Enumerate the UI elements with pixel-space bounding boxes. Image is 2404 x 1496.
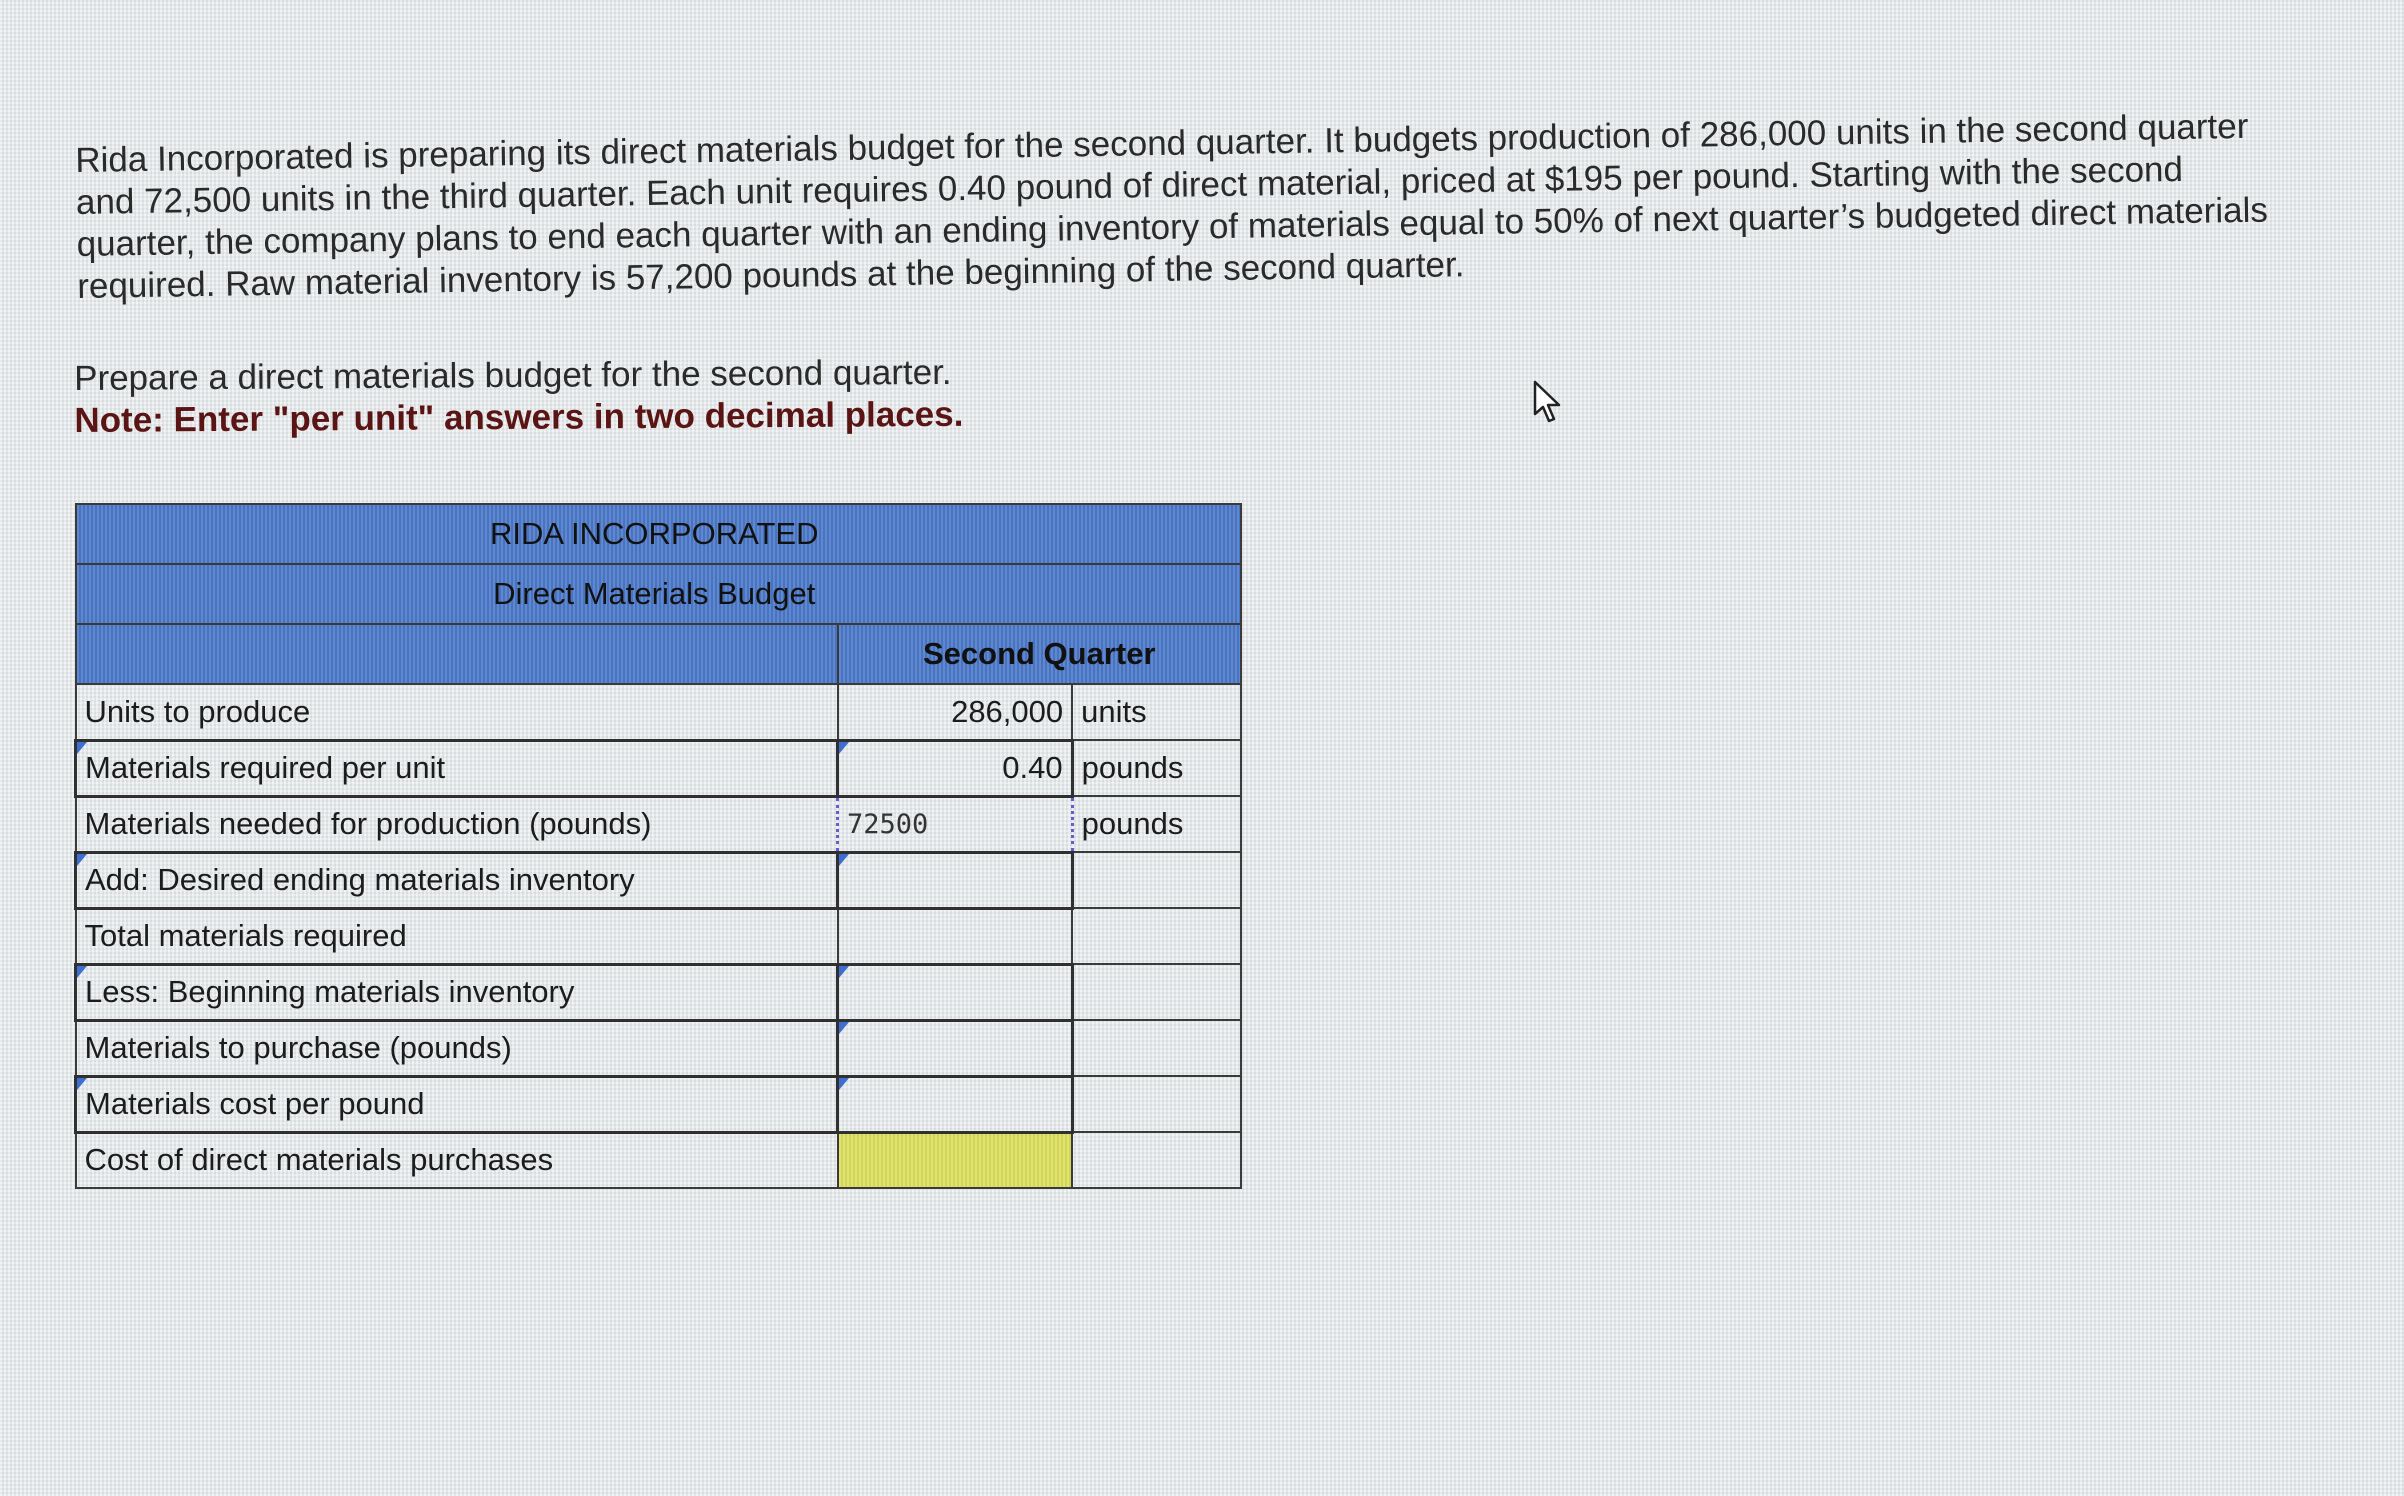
table-row <box>76 908 1242 964</box>
table-row <box>76 964 1242 1020</box>
input-desired-ending-inventory[interactable] <box>838 852 1073 908</box>
instruction-note: Note: Enter "per unit" answers in two decimal places. <box>74 394 964 440</box>
row-label-text: Materials cost per pound <box>85 1086 425 1121</box>
input-materials-to-purchase[interactable] <box>838 1020 1073 1076</box>
table-row <box>76 1076 1242 1132</box>
row-label-text: Less: Beginning materials inventory <box>85 974 575 1009</box>
budget-title: Direct Materials Budget <box>76 564 1242 624</box>
dropdown-marker-icon <box>77 854 87 866</box>
unit-cost-of-purchases <box>1072 1132 1241 1188</box>
row-label-beginning-inventory <box>76 964 838 1020</box>
table-row <box>76 684 1242 740</box>
input-value-text: 0.40 <box>1002 750 1063 785</box>
dropdown-marker-icon <box>839 1022 849 1034</box>
table-row <box>76 796 1242 852</box>
instruction-block <box>74 348 1475 442</box>
row-label-desired-ending-inventory <box>76 852 838 908</box>
table-row <box>76 740 1242 796</box>
header-row-columns <box>76 624 1242 684</box>
dropdown-marker-icon <box>839 1078 849 1090</box>
problem-statement: Rida Incorporated is preparing its direct materials budget for the second quarter. It budgets production of 286,000 units in the second quarter and 72,500 units in the third quarter. Each unit requires 0.40 pound of direct material, priced at $195 per pound. Starting with the second quarter, the company plans to end each quarter with an ending inventory of materials equal to 50% of next quarter’s budgeted direct materials required. Raw material inventory is 57,200 pounds at the beginning of the second quarter. <box>75 106 2269 306</box>
input-total-materials-required[interactable] <box>838 908 1073 964</box>
table-row <box>76 852 1242 908</box>
row-label-cost-of-purchases: Cost of direct materials purchases <box>76 1132 838 1188</box>
instruction-prompt: Prepare a direct materials budget for the second quarter. <box>74 352 952 398</box>
input-materials-per-unit[interactable] <box>838 740 1073 796</box>
header-row-title <box>76 564 1242 624</box>
dropdown-marker-icon <box>839 742 849 754</box>
dropdown-marker-icon <box>77 966 87 978</box>
header-row-company <box>76 504 1242 564</box>
dropdown-marker-icon <box>839 966 849 978</box>
dropdown-marker-icon <box>839 854 849 866</box>
value-units-to-produce: 286,000 <box>838 684 1073 740</box>
input-beginning-inventory[interactable] <box>838 964 1073 1020</box>
row-label-materials-needed: Materials needed for production (pounds) <box>76 796 838 852</box>
input-cost-per-pound[interactable] <box>838 1076 1073 1132</box>
unit-total-materials-required <box>1072 908 1241 964</box>
direct-materials-budget-table <box>74 503 1242 1189</box>
row-label-cost-per-pound <box>76 1076 838 1132</box>
table-row <box>76 1020 1242 1076</box>
input-materials-needed[interactable]: 72500 <box>838 796 1073 852</box>
company-name: RIDA INCORPORATED <box>76 504 1242 564</box>
unit-beginning-inventory <box>1072 964 1241 1020</box>
row-label-text: Materials required per unit <box>85 750 446 785</box>
column-header-second-quarter: Second Quarter <box>838 624 1242 684</box>
input-cost-of-purchases[interactable] <box>838 1132 1073 1188</box>
unit-materials-per-unit: pounds <box>1072 740 1241 796</box>
row-label-text: Add: Desired ending materials inventory <box>85 862 635 897</box>
unit-desired-ending-inventory <box>1072 852 1241 908</box>
row-label-materials-to-purchase: Materials to purchase (pounds) <box>76 1020 838 1076</box>
dropdown-marker-icon <box>77 1078 87 1090</box>
unit-cost-per-pound <box>1072 1076 1241 1132</box>
row-label-materials-per-unit <box>76 740 838 796</box>
blank-header-cell <box>76 624 838 684</box>
row-label-units-to-produce: Units to produce <box>76 684 838 740</box>
dropdown-marker-icon <box>77 742 87 754</box>
unit-materials-needed: pounds <box>1072 796 1241 852</box>
row-label-total-materials-required: Total materials required <box>76 908 838 964</box>
mouse-pointer-icon <box>1532 380 1564 424</box>
unit-materials-to-purchase <box>1072 1020 1241 1076</box>
unit-units-to-produce: units <box>1072 684 1241 740</box>
table-row <box>76 1132 1242 1188</box>
